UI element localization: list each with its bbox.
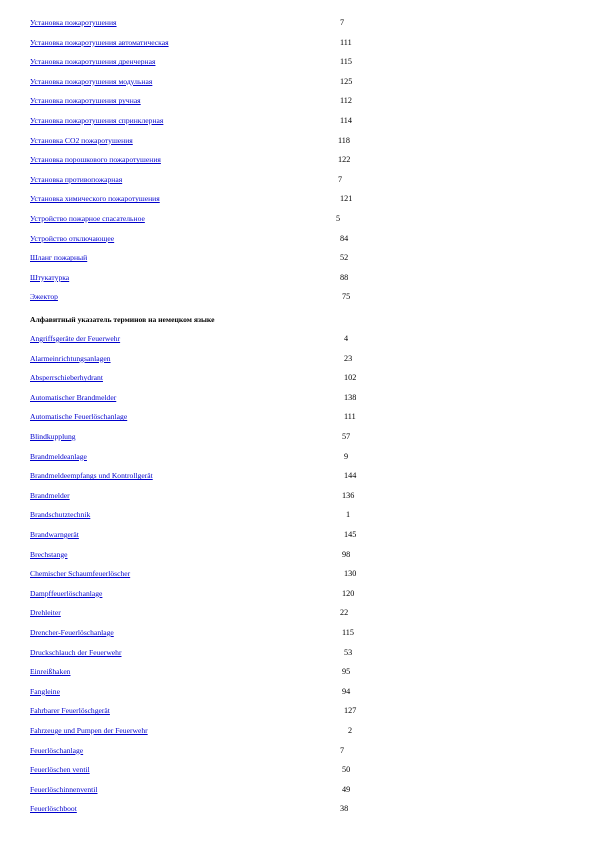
index-page-number: 98 [342, 549, 351, 559]
index-page-number: 38 [340, 804, 349, 814]
index-entry [30, 548, 570, 562]
index-page-number: 111 [340, 37, 352, 47]
index-page-number: 122 [338, 155, 351, 165]
index-entry [30, 16, 570, 30]
index-term-link[interactable]: Fangleine [30, 686, 60, 696]
index-term-link[interactable]: Эжектор [30, 292, 58, 302]
index-entry [30, 352, 570, 366]
index-term-link[interactable]: Feuerlöschanlage [30, 745, 84, 755]
index-entry [30, 744, 570, 758]
index-entry [30, 371, 570, 385]
index-term-link[interactable]: Установка пожаротушения дренчерная [30, 57, 156, 67]
index-entry [30, 626, 570, 640]
index-page-number: 2 [348, 726, 353, 735]
index-entry [30, 36, 570, 50]
index-entry [30, 271, 570, 285]
index-page-number: 75 [342, 292, 351, 302]
index-entry [30, 410, 570, 424]
index-page-number: 94 [342, 686, 351, 696]
index-page-number: 7 [338, 174, 343, 184]
index-page-number: 125 [340, 76, 353, 86]
index-page-number: 102 [344, 373, 357, 383]
index-page-number: 88 [340, 272, 349, 282]
index-page-number: 52 [340, 253, 349, 263]
index-entry [30, 606, 570, 620]
index-term-link[interactable]: Feuerlöschinnenventil [30, 784, 98, 794]
index-entry [30, 134, 570, 148]
index-entry [30, 802, 570, 816]
index-page-number: 112 [340, 96, 352, 106]
index-page-number: 7 [340, 18, 345, 27]
index-term-link[interactable]: Установка СО2 пожаротушения [30, 135, 133, 145]
index-term-link[interactable]: Установка пожаротушения ручная [30, 96, 141, 106]
index-page-number: 5 [336, 214, 341, 223]
index-page-number: 4 [344, 334, 349, 343]
index-page-number: 127 [344, 706, 357, 716]
index-term-link[interactable]: Drehleiter [30, 608, 61, 618]
index-page-number: 1 [346, 510, 351, 520]
index-term-link[interactable]: Brandschutztechnik [30, 510, 91, 520]
index-term-link[interactable]: Fahrzeuge und Pumpen der Feuerwehr [30, 726, 148, 735]
index-term-link[interactable]: Устройство пожарное спасательное [30, 214, 145, 223]
index-page-number: 115 [340, 57, 352, 67]
index-term-link[interactable]: Brandmelder [30, 490, 70, 500]
index-term-link[interactable]: Chemischer Schaumfeuerlöscher [30, 569, 131, 579]
index-page-number: 49 [342, 784, 351, 794]
index-term-link[interactable]: Brandwarngerät [30, 530, 79, 539]
index-entry [30, 724, 570, 738]
index-entry [30, 528, 570, 542]
index-page-number: 138 [344, 392, 357, 402]
index-entry [30, 55, 570, 69]
index-term-link[interactable]: Drencher-Feuerlöschanlage [30, 628, 114, 637]
index-entry [30, 173, 570, 187]
index-entry [30, 587, 570, 601]
index-entry [30, 391, 570, 405]
index-entry [30, 212, 570, 226]
index-page-number: 50 [342, 765, 351, 775]
index-entry [30, 251, 570, 265]
index-term-link[interactable]: Установка противопожарная [30, 174, 123, 184]
index-page-number: 120 [342, 588, 355, 598]
index-term-link[interactable]: Automatische Feuerlöschanlage [30, 412, 128, 422]
index-page-number: 7 [340, 745, 345, 755]
index-term-link[interactable]: Angriffsgeräte der Feuerwehr [30, 334, 121, 343]
index-term-link[interactable]: Feuerlöschboot [30, 804, 77, 814]
index-entry [30, 469, 570, 483]
index-page-number: 57 [342, 432, 351, 441]
index-term-link[interactable]: Штукатурка [30, 272, 70, 282]
index-page-number: 130 [344, 569, 357, 579]
index-term-link[interactable]: Dampffeuerlöschanlage [30, 588, 103, 598]
index-term-link[interactable]: Blindkupplung [30, 432, 76, 441]
index-entry [30, 114, 570, 128]
index-page-number: 115 [342, 628, 354, 637]
index-term-link[interactable]: Feuerlöschen ventil [30, 765, 90, 775]
index-entry [30, 704, 570, 718]
index-term-link[interactable]: Einreißhaken [30, 667, 71, 677]
index-entry [30, 332, 570, 346]
index-page-number: 114 [340, 116, 352, 125]
index-entry [30, 783, 570, 797]
index-entry [30, 290, 570, 304]
index-entry [30, 763, 570, 777]
index-entry [30, 567, 570, 581]
index-page-number: 145 [344, 530, 357, 539]
index-page-number: 95 [342, 667, 351, 677]
index-page-number: 136 [342, 490, 355, 500]
index-entry [30, 646, 570, 660]
index-term-link[interactable]: Установка порошкового пожаротушения [30, 155, 161, 165]
index-term-link[interactable]: Fahrbarer Feuerlöschgerät [30, 706, 110, 716]
index-term-link[interactable]: Automatischer Brandmelder [30, 392, 117, 402]
index-entry [30, 489, 570, 503]
index-term-link[interactable]: Brandmeldeempfangs und Kontrollgerät [30, 471, 153, 481]
index-entry [30, 685, 570, 699]
index-page-number: 118 [338, 135, 350, 145]
index-entry [30, 508, 570, 522]
index-page-number: 23 [344, 353, 353, 363]
index-term-link[interactable]: Шланг пожарный [30, 253, 88, 263]
index-term-link[interactable]: Brandmeldeanlage [30, 451, 87, 461]
section-heading: Алфавитный указатель терминов на немецком языке [30, 315, 215, 324]
index-entry [30, 94, 570, 108]
index-page-number: 121 [340, 194, 353, 204]
index-entry [30, 665, 570, 679]
index-entry [30, 153, 570, 167]
index-entry [30, 192, 570, 206]
index-term-link[interactable]: Установка пожаротушения модульная [30, 76, 153, 86]
index-page-number: 84 [340, 233, 349, 243]
index-term-link[interactable]: Alarmeinrichtungsanlagen [30, 353, 111, 363]
index-term-link[interactable]: Установка пожаротушения [30, 18, 117, 27]
index-page-number: 111 [344, 412, 356, 422]
index-entry [30, 450, 570, 464]
index-term-link[interactable]: Установка пожаротушения спринклерная [30, 116, 164, 125]
index-page-number: 144 [344, 471, 357, 481]
index-entry [30, 232, 570, 246]
index-term-link[interactable]: Установка пожаротушения автоматическая [30, 37, 169, 47]
index-term-link[interactable]: Устройство отключающее [30, 233, 115, 243]
index-page-number: 9 [344, 451, 349, 461]
index-term-link[interactable]: Absperrschieberhydrant [30, 373, 103, 383]
index-page-number: 53 [344, 647, 353, 657]
index-term-link[interactable]: Brechstange [30, 549, 68, 559]
index-page-number: 22 [340, 608, 349, 618]
index-entry [30, 430, 570, 444]
index-term-link[interactable]: Druckschlauch der Feuerwehr [30, 647, 122, 657]
index-term-link[interactable]: Установка химического пожаротушения [30, 194, 160, 204]
index-entry [30, 75, 570, 89]
